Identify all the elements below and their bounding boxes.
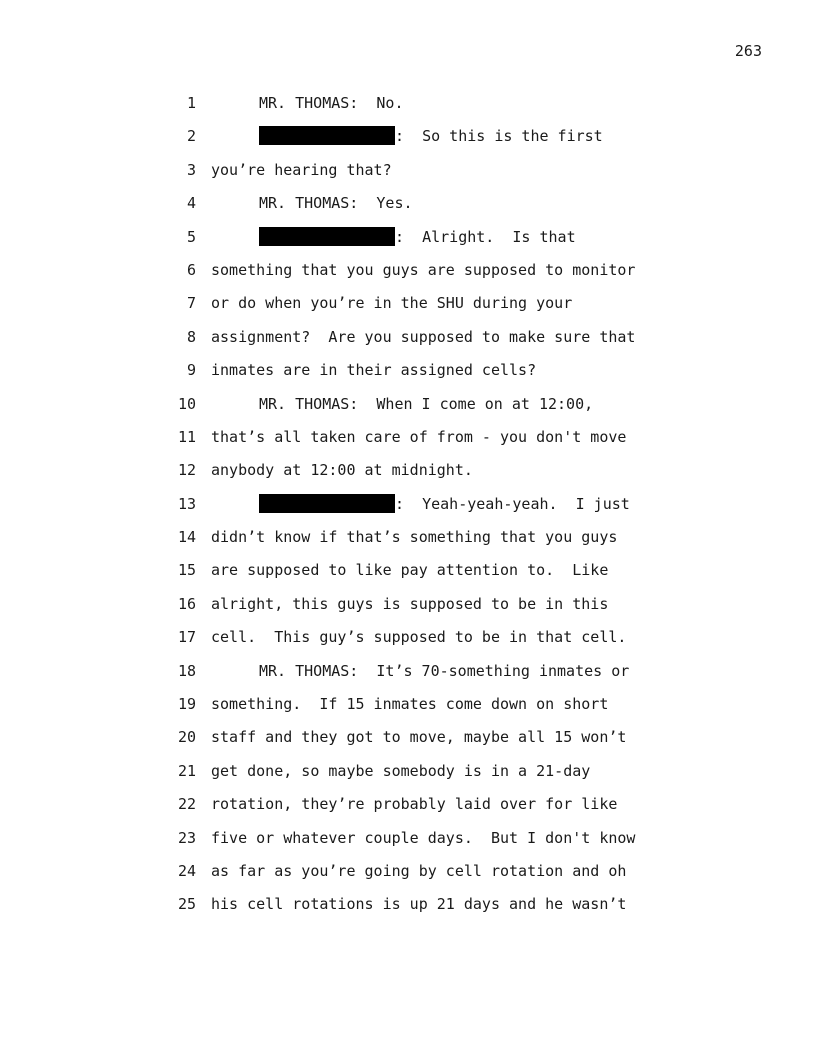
transcript-line xyxy=(0,426,816,459)
line-text-content: staff and they got to move, maybe all 15 won’t xyxy=(211,728,627,747)
line-text-content: assignment? Are you supposed to make sure that xyxy=(211,327,636,346)
line-number: 14 xyxy=(177,528,196,547)
line-number: 23 xyxy=(177,828,196,847)
line-text-content: : So this is the first xyxy=(395,127,603,146)
line-number: 6 xyxy=(186,260,196,279)
transcript-line xyxy=(0,626,816,659)
redacted-speaker-name xyxy=(259,227,395,246)
transcript-body xyxy=(0,92,816,927)
line-text xyxy=(259,125,603,147)
transcript-line xyxy=(0,593,816,626)
line-text-content: alright, this guys is supposed to be in this xyxy=(211,594,609,613)
line-text xyxy=(211,693,608,715)
line-number: 24 xyxy=(177,861,196,880)
line-text-content: are supposed to like pay attention to. Like xyxy=(211,561,609,580)
transcript-line xyxy=(0,559,816,592)
line-text xyxy=(211,159,392,181)
line-text xyxy=(211,426,626,448)
transcript-line xyxy=(0,125,816,158)
line-text-content: as far as you’re going by cell rotation and oh xyxy=(211,861,627,880)
transcript-line xyxy=(0,226,816,259)
transcript-line xyxy=(0,459,816,492)
line-number: 16 xyxy=(177,594,196,613)
line-text-content: something. If 15 inmates come down on short xyxy=(211,695,609,714)
line-text-content: MR. THOMAS: It’s 70-something inmates or xyxy=(259,661,630,680)
transcript-line xyxy=(0,793,816,826)
line-number: 25 xyxy=(177,895,196,914)
transcript-line xyxy=(0,493,816,526)
line-number: 22 xyxy=(177,795,196,814)
transcript-line xyxy=(0,192,816,225)
line-number: 8 xyxy=(186,327,196,346)
line-text xyxy=(211,860,626,882)
line-text xyxy=(211,526,617,548)
line-text xyxy=(259,493,630,515)
line-text-content: something that you guys are supposed to monitor xyxy=(211,260,636,279)
line-text xyxy=(259,660,629,682)
transcript-line xyxy=(0,359,816,392)
transcript-line xyxy=(0,760,816,793)
line-number: 5 xyxy=(186,227,196,246)
line-text xyxy=(211,626,626,648)
line-number: 4 xyxy=(186,194,196,213)
line-number: 17 xyxy=(177,628,196,647)
transcript-line xyxy=(0,726,816,759)
transcript-line xyxy=(0,827,816,860)
line-text xyxy=(211,326,635,348)
line-text-content: didn’t know if that’s something that you guys xyxy=(211,528,618,547)
transcript-line xyxy=(0,326,816,359)
line-text-content: : Yeah-yeah-yeah. I just xyxy=(395,494,630,513)
line-text xyxy=(211,593,608,615)
transcript-line xyxy=(0,526,816,559)
transcript-line xyxy=(0,893,816,926)
line-text xyxy=(211,259,635,281)
line-text xyxy=(259,393,593,415)
line-number: 18 xyxy=(177,661,196,680)
line-number: 7 xyxy=(186,294,196,313)
line-text xyxy=(211,793,617,815)
line-text-content: cell. This guy’s supposed to be in that cell. xyxy=(211,628,627,647)
line-text-content: anybody at 12:00 at midnight. xyxy=(211,461,473,480)
line-text-content: you’re hearing that? xyxy=(211,160,392,179)
transcript-line xyxy=(0,393,816,426)
line-text xyxy=(211,292,572,314)
line-number: 12 xyxy=(177,461,196,480)
line-number: 11 xyxy=(177,427,196,446)
line-text-content: MR. THOMAS: No. xyxy=(259,94,404,112)
line-text-content: that’s all taken care of from - you don't move xyxy=(211,427,627,446)
line-number: 1 xyxy=(186,94,196,112)
line-number: 2 xyxy=(186,127,196,146)
line-number: 10 xyxy=(177,394,196,413)
transcript-line xyxy=(0,259,816,292)
line-text xyxy=(259,226,576,248)
line-text-content: or do when you’re in the SHU during your xyxy=(211,294,573,313)
line-text xyxy=(211,726,626,748)
line-text xyxy=(211,359,536,381)
transcript-line xyxy=(0,860,816,893)
line-number: 20 xyxy=(177,728,196,747)
line-text xyxy=(211,827,635,849)
transcript-line xyxy=(0,292,816,325)
line-text xyxy=(211,760,590,782)
transcript-line xyxy=(0,693,816,726)
line-text-content: inmates are in their assigned cells? xyxy=(211,361,537,380)
line-text-content: get done, so maybe somebody is in a 21-day xyxy=(211,761,591,780)
line-number: 19 xyxy=(177,695,196,714)
line-text-content: MR. THOMAS: Yes. xyxy=(259,194,413,213)
page-number: 263 xyxy=(734,42,762,60)
transcript-line xyxy=(0,92,816,125)
line-number: 3 xyxy=(186,160,196,179)
line-number: 9 xyxy=(186,361,196,380)
line-text-content: his cell rotations is up 21 days and he wasn’t xyxy=(211,895,627,914)
line-number: 15 xyxy=(177,561,196,580)
line-text xyxy=(259,192,413,214)
line-text xyxy=(211,459,473,481)
line-text xyxy=(211,559,608,581)
line-text xyxy=(211,893,626,915)
line-text-content: rotation, they’re probably laid over for like xyxy=(211,795,618,814)
line-number: 13 xyxy=(177,494,196,513)
redacted-speaker-name xyxy=(259,494,395,513)
line-text-content: five or whatever couple days. But I don't know xyxy=(211,828,636,847)
line-text-content: MR. THOMAS: When I come on at 12:00, xyxy=(259,394,594,413)
line-text xyxy=(259,92,404,114)
line-number: 21 xyxy=(177,761,196,780)
line-text-content: : Alright. Is that xyxy=(395,227,576,246)
redacted-speaker-name xyxy=(259,126,395,145)
transcript-line xyxy=(0,159,816,192)
transcript-line xyxy=(0,660,816,693)
